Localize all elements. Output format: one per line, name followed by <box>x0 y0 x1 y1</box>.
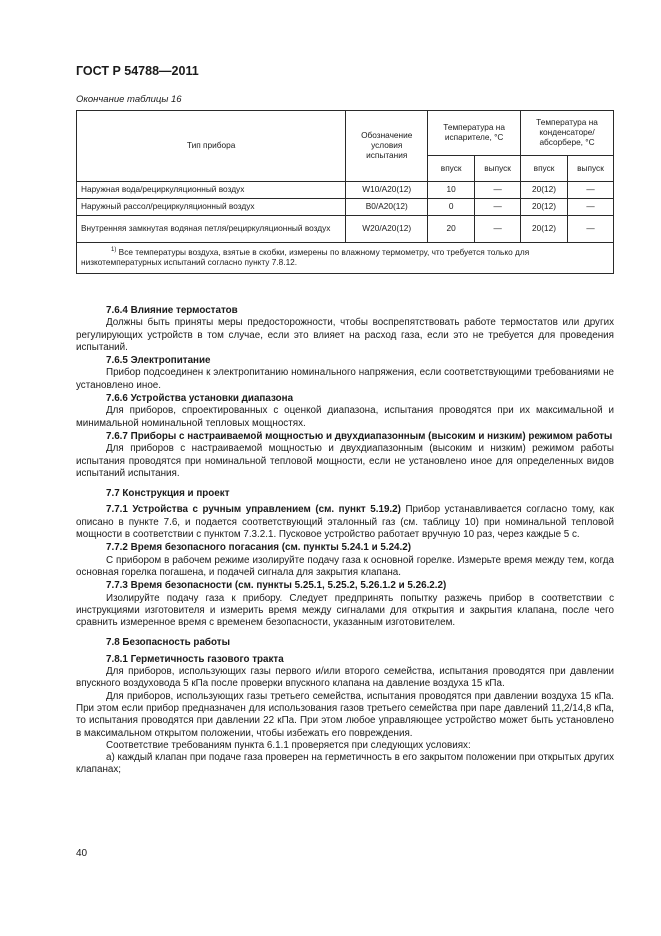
paragraph: а) каждый клапан при подаче газа проверен на герметичность в его закрытом положении при открытых других клапанах; <box>76 752 614 776</box>
table-16 <box>76 110 614 274</box>
section-heading: 7.7.3 Время безопасности (см. пункты 5.25.1, 5.25.2, 5.26.1.2 и 5.26.2.2) <box>106 580 447 592</box>
cell-condition: W10/A20(12) <box>346 182 428 199</box>
cell-cond-in: 20(12) <box>521 182 568 199</box>
cell-device-type: Наружный рассол/рециркуляционный воздух <box>77 199 346 216</box>
cell-evap-out: — <box>475 199 521 216</box>
cell-cond-out: — <box>568 182 614 199</box>
cell-condition: B0/A20(12) <box>346 199 428 216</box>
cell-evap-out: — <box>475 182 521 199</box>
col-header-condenser-temp: Температура на конденсаторе/ абсорбере, °С <box>521 111 614 156</box>
paragraph: Для приборов, спроектированных с оценкой диапазона, испытания проводятся при их максимальной и минимальной номинальной тепловых мощностях. <box>76 405 614 429</box>
cell-device-type: Внутренняя замкнутая водяная петля/рециркуляционный воздух <box>77 216 346 243</box>
table-caption: Окончание таблицы 16 <box>76 94 182 105</box>
paragraph: Должны быть приняты меры предосторожности, чтобы воспрепятствовать работе термостатов или других регулирующих устройств в том случае, если это влияет на расход газа, если это не требуется для проведения испытаний. <box>76 317 614 353</box>
subheader-cond-outlet: выпуск <box>568 156 614 182</box>
paragraph: Соответствие требованиям пункта 6.1.1 проверяется при следующих условиях: <box>106 739 471 751</box>
cell-cond-in: 20(12) <box>521 199 568 216</box>
cell-cond-out: — <box>568 216 614 243</box>
table-row <box>77 199 614 216</box>
cell-evap-in: 10 <box>428 182 475 199</box>
document-body <box>76 304 614 777</box>
footnote-mark: 1) <box>111 247 117 253</box>
section-heading: 7.8.1 Герметичность газового тракта <box>106 653 284 665</box>
paragraph: Для приборов, использующих газы первого и/или второго семейства, испытания проводятся при давлении впускного воздуховода 5 кПа после проверки впускного клапана на давление воздуха 15 кПа. <box>76 666 614 690</box>
paragraph: Изолируйте подачу газа к прибору. Следует предпринять попытку разжечь прибор в соответствии с инструкциями изготовителя и измерить время между сигналами для открытия и закрытия клапана, после чего сравнить измеренное время с временем безопасности, указанным изготовителем. <box>76 592 614 629</box>
cell-evap-in: 20 <box>428 216 475 243</box>
cell-condition: W20/A20(12) <box>346 216 428 243</box>
table-footnote-row <box>77 243 614 274</box>
table-row <box>77 182 614 199</box>
section-heading: 7.8 Безопасность работы <box>106 637 230 649</box>
section-heading: 7.7 Конструкция и проект <box>106 488 230 500</box>
paragraph: Для приборов, использующих газы третьего семейства, испытания проводятся при давлении воздуха 15 кПа. При этом если прибор предназначен для использования газов третьего семейства при паре давлений 11,2/14,8 кПа, то испытания проводятся при давлении 22 кПа. При этом любое управляющее устройство может быть установлено в максимальном открытом положении, чтобы избежать его повреждения. <box>76 690 614 739</box>
cell-cond-out: — <box>568 199 614 216</box>
table-row <box>77 216 614 243</box>
table-footnote <box>77 243 614 274</box>
section-heading: 7.6.4 Влияние термостатов <box>106 305 238 316</box>
section-heading: 7.6.5 Электропитание <box>106 355 211 367</box>
cell-device-type: Наружная вода/рециркуляционный воздух <box>77 182 346 199</box>
footnote-text: Все температуры воздуха, взятые в скобки, измерены по влажному термометру, что требуется только для низкотемпературных испытаний согласно пункту 7.8.12. <box>81 246 530 267</box>
section-heading: 7.7.2 Время безопасного погасания (см. пункты 5.24.1 и 5.24.2) <box>106 542 412 554</box>
paragraph <box>76 504 614 541</box>
col-header-test-condition: Обозначение условия испытания <box>346 111 428 182</box>
cell-evap-out: — <box>475 216 521 243</box>
section-heading: 7.6.7 Приборы с настраиваемой мощностью и двухдиапазонным (высоким и низким) режимом работы <box>106 430 613 442</box>
subsection-title: 7.7.1 Устройства с ручным управлением (см. пункт 5.19.2) <box>106 504 401 516</box>
cell-evap-in: 0 <box>428 199 475 216</box>
col-header-device-type: Тип прибора <box>77 111 346 182</box>
paragraph: С прибором в рабочем режиме изолируйте подачу газа к основной горелке. Измерьте время между тем, когда основная горелка погашена, и подачей сигнала для закрытия клапана. <box>76 554 614 578</box>
document-header: ГОСТ Р 54788—2011 <box>76 64 199 78</box>
subheader-cond-inlet: впуск <box>521 156 568 182</box>
paragraph: Для приборов с настраиваемой мощностью и двухдиапазонным (высоким и низким) режимом работы испытания проводятся при номинальной тепловой мощности, если не установлено иное для определенных видов испытаний испытания. <box>76 443 614 479</box>
page-number: 40 <box>76 848 88 859</box>
paragraph: Прибор подсоединен к электропитанию номинального напряжения, если соответствующими требованиями не установлено иное. <box>76 367 614 391</box>
subsection-text: Прибор устанавливается согласно тому, как описано в пункте 7.6, и подается соответствующий эталонный газ (см. таблицу 10) при номинальной тепловой мощности в соответствии с пунктом 7.3.2.1. Пусковое устройство работает вручную 10 раз, через каждые 5 с. <box>76 504 614 541</box>
col-header-evaporator-temp: Температура на испарителе, °С <box>428 111 521 156</box>
subheader-evap-inlet: впуск <box>428 156 475 182</box>
cell-cond-in: 20(12) <box>521 216 568 243</box>
subheader-evap-outlet: выпуск <box>475 156 521 182</box>
section-heading: 7.6.6 Устройства установки диапазона <box>106 393 294 405</box>
